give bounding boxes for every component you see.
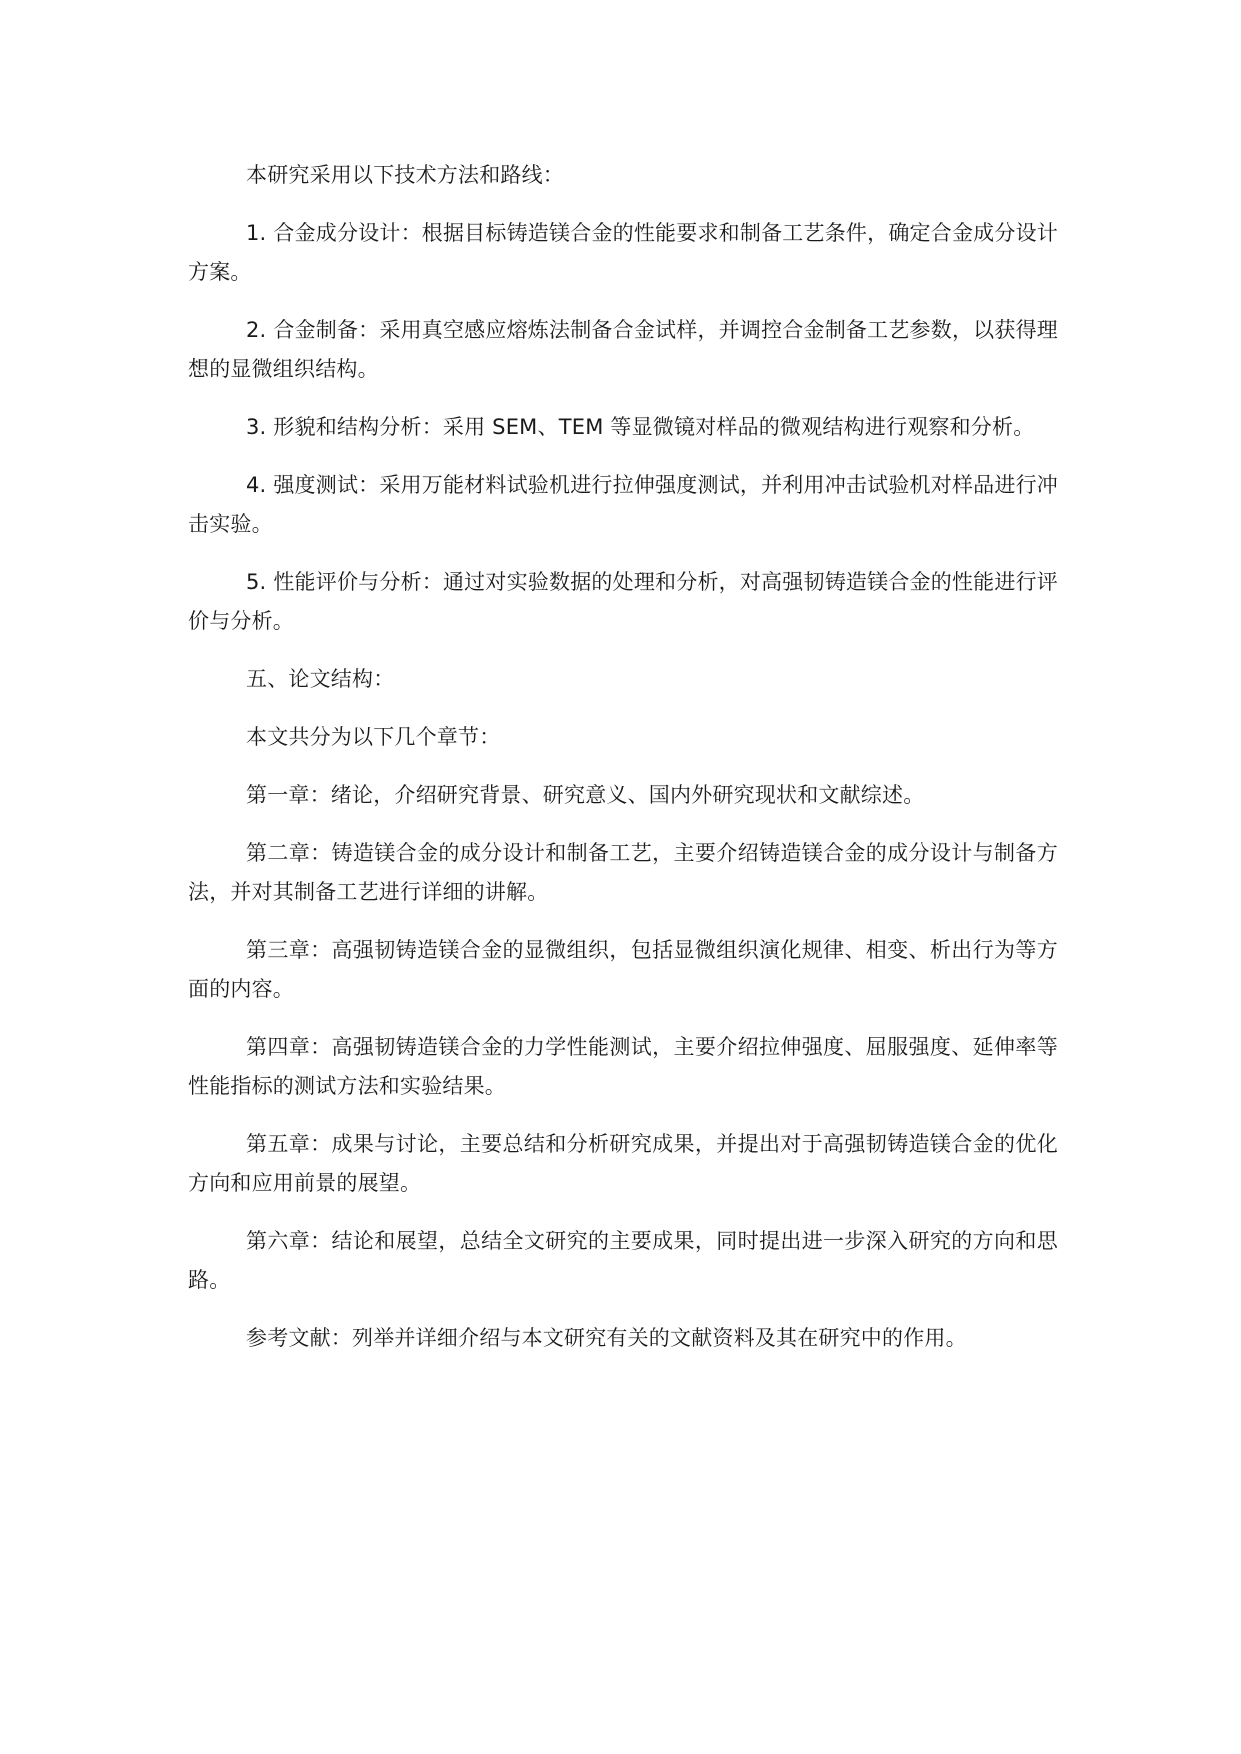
paragraph-method-5: 5. 性能评价与分析：通过对实验数据的处理和分析，对高强韧铸造镁合金的性能进行评价与分析。 (188, 570, 1058, 633)
paragraph-method-3: 3. 形貌和结构分析：采用 SEM、TEM 等显微镜对样品的微观结构进行观察和分析。 (246, 415, 1035, 439)
document-body (188, 156, 1058, 1377)
section-heading-structure: 五、论文结构： (246, 667, 395, 691)
paragraph-chapter-3: 第三章：高强韧铸造镁合金的显微组织，包括显微组织演化规律、相变、析出行为等方面的内容。 (188, 938, 1058, 1001)
paragraph-chapters-intro: 本文共分为以下几个章节： (246, 725, 501, 749)
paragraph-chapter-6: 第六章：结论和展望，总结全文研究的主要成果，同时提出进一步深入研究的方向和思路。 (188, 1229, 1058, 1292)
paragraph-references: 参考文献：列举并详细介绍与本文研究有关的文献资料及其在研究中的作用。 (246, 1326, 967, 1350)
paragraph-method-intro: 本研究采用以下技术方法和路线： (246, 163, 564, 187)
paragraph-method-2: 2. 合金制备：采用真空感应熔炼法制备合金试样，并调控合金制备工艺参数，以获得理想的显微组织结构。 (188, 318, 1058, 381)
paragraph-chapter-2: 第二章：铸造镁合金的成分设计和制备工艺，主要介绍铸造镁合金的成分设计与制备方法，并对其制备工艺进行详细的讲解。 (188, 841, 1058, 904)
paragraph-chapter-4: 第四章：高强韧铸造镁合金的力学性能测试，主要介绍拉伸强度、屈服强度、延伸率等性能指标的测试方法和实验结果。 (188, 1035, 1058, 1098)
paragraph-chapter-1: 第一章：绪论，介绍研究背景、研究意义、国内外研究现状和文献综述。 (246, 783, 925, 807)
paragraph-method-4: 4. 强度测试：采用万能材料试验机进行拉伸强度测试，并利用冲击试验机对样品进行冲击实验。 (188, 473, 1058, 536)
paragraph-chapter-5: 第五章：成果与讨论，主要总结和分析研究成果，并提出对于高强韧铸造镁合金的优化方向和应用前景的展望。 (188, 1132, 1058, 1195)
paragraph-method-1: 1. 合金成分设计：根据目标铸造镁合金的性能要求和制备工艺条件，确定合金成分设计方案。 (188, 221, 1058, 284)
